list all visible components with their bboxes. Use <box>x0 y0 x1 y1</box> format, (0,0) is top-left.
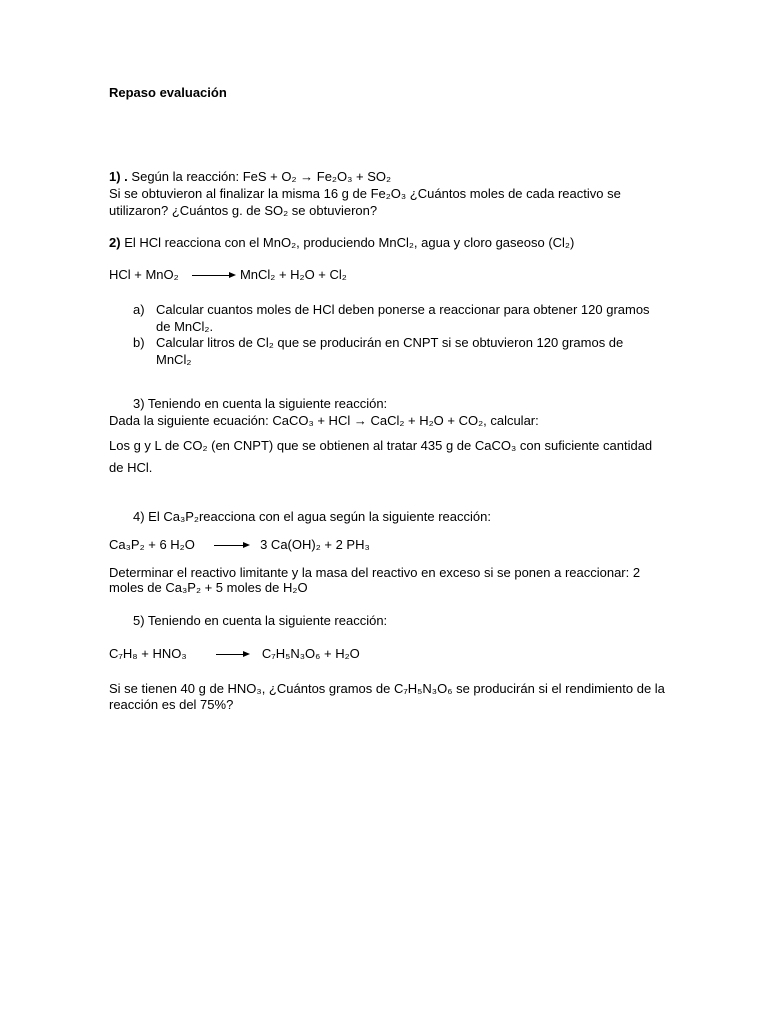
q4-heading: 4) El Ca₃P₂reacciona con el agua según la siguiente reacción: <box>133 509 491 524</box>
q5-heading: 5) Teniendo en cuenta la siguiente reacción: <box>133 613 388 628</box>
q1-reaction: Según la reacción: FeS + O₂ → Fe₂O₃ + SO₂ <box>131 169 392 184</box>
q2-statement: El HCl reacciona con el MnO₂, produciendo MnCl₂, agua y cloro gaseoso (Cl₂) <box>124 235 575 250</box>
q2-a-line-2: de MnCl₂. <box>156 319 214 334</box>
q3-equation: Dada la siguiente ecuación: CaCO₃ + HCl → CaCl₂ + H₂O + CO₂, calcular: <box>109 413 539 428</box>
q2-number: 2) <box>109 235 121 250</box>
q5-text-line-2: reacción es del 75%? <box>109 697 234 712</box>
q1-text-line-1: Si se obtuvieron al finalizar la misma 16 g de Fe₂O₃ ¿Cuántos moles de cada reactivo se <box>109 186 621 201</box>
q2-reactants: HCl + MnO₂ <box>109 267 179 282</box>
q3-heading: 3) Teniendo en cuenta la siguiente reacción: <box>133 396 388 411</box>
q2-b-line-1: Calcular litros de Cl₂ que se producirán en CNPT si se obtuvieron 120 gramos de <box>156 335 624 350</box>
q4-reactants: Ca₃P₂ + 6 H₂O <box>109 537 195 552</box>
q1-reaction-line <box>109 169 391 185</box>
q2-equation <box>109 267 347 283</box>
q3-text-line-1: Los g y L de CO₂ (en CNPT) que se obtienen al tratar 435 g de CaCO₃ con suficiente cantidad <box>109 438 653 453</box>
reaction-arrow-icon <box>192 267 236 283</box>
q2-a-label: a) <box>133 302 145 317</box>
q4-equation <box>109 537 370 553</box>
q4-text-line-2: moles de Ca₃P₂ + 5 moles de H₂O <box>109 580 308 595</box>
q5-products: C₇H₅N₃O₆ + H₂O <box>261 646 360 661</box>
q2-a-line-1: Calcular cuantos moles de HCl deben ponerse a reaccionar para obtener 120 gramos <box>156 302 650 317</box>
q4-products: 3 Ca(OH)₂ + 2 PH₃ <box>260 537 370 552</box>
q1-text-line-2: utilizaron? ¿Cuántos g. de SO₂ se obtuvieron? <box>109 203 378 218</box>
reaction-arrow-icon <box>216 646 250 662</box>
reaction-arrow-icon <box>214 537 250 553</box>
q2-products: MnCl₂ + H₂O + Cl₂ <box>239 267 347 282</box>
q5-reactants: C₇H₈ + HNO₃ <box>109 646 187 661</box>
q5-text-line-1: Si se tienen 40 g de HNO₃, ¿Cuántos gramos de C₇H₅N₃O₆ se producirán si el rendimiento de la <box>109 681 665 696</box>
document-title: Repaso evaluación <box>109 85 227 100</box>
q4-text-line-1: Determinar el reactivo limitante y la masa del reactivo en exceso si se ponen a reaccionar: 2 <box>109 565 641 580</box>
q2-b-line-2: MnCl₂ <box>156 352 192 367</box>
q5-equation <box>109 646 360 662</box>
q2-statement-line <box>109 235 574 251</box>
q1-number: 1) . <box>109 169 128 184</box>
q3-text-line-2: de HCl. <box>109 460 153 475</box>
q2-b-label: b) <box>133 335 145 350</box>
